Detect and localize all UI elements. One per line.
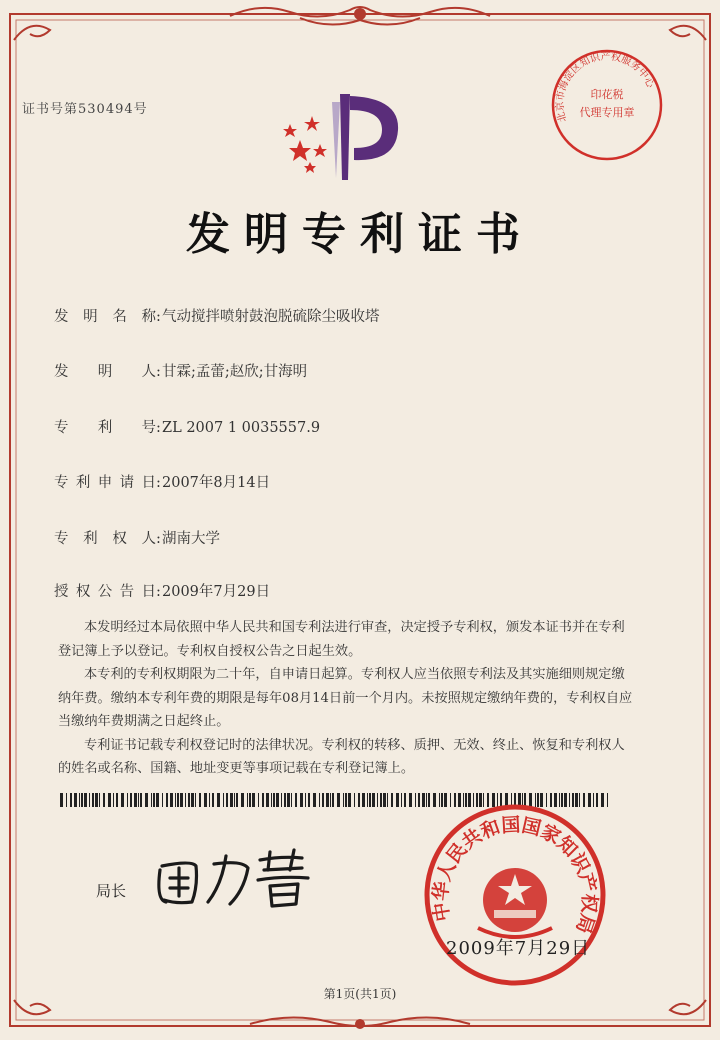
barcode-bar xyxy=(387,793,388,807)
stamp-big-text: 中华人民共和国国家知识产权局 xyxy=(429,814,601,937)
stamp-small-top: 印花税 xyxy=(590,88,624,101)
barcode-bar xyxy=(343,793,344,807)
stamp-small-text: 北京市海淀区知识产权服务中心 xyxy=(554,51,656,124)
barcode-bar xyxy=(345,793,347,807)
page-indicator: 第1页(共1页) xyxy=(323,987,397,1001)
barcode-bar xyxy=(103,793,105,807)
field-label: 专利权人 xyxy=(54,531,156,547)
field-value: 湖南大学 xyxy=(162,531,220,547)
certificate-body xyxy=(58,616,636,781)
barcode-bar xyxy=(308,793,310,807)
barcode-bar xyxy=(330,793,331,807)
barcode-bar xyxy=(305,793,306,807)
barcode-bar xyxy=(396,793,399,807)
barcode-bar xyxy=(180,793,183,807)
barcode-bar xyxy=(66,793,67,807)
barcode-bar xyxy=(130,793,132,807)
field-value: 气动搅拌喷射鼓泡脱硫除尘吸收塔 xyxy=(162,309,380,325)
barcode-bar xyxy=(185,793,186,807)
barcode-bar xyxy=(195,793,196,807)
barcode-bar xyxy=(415,793,416,807)
field-value: ZL 2007 1 0035557.9 xyxy=(162,420,321,436)
barcode-bar xyxy=(138,793,139,807)
barcode-bar xyxy=(401,793,402,807)
field-application-date: 专利申请日:2007年8月14日 xyxy=(54,471,270,492)
barcode-bar xyxy=(121,793,124,807)
barcode-bar xyxy=(153,793,155,807)
barcode-bar xyxy=(266,793,269,807)
body-paragraph: 本专利的专利权期限为二十年，自申请日起算。专利权人应当依照专利法及其实施细则规定缴纳年费。缴纳本专利年费的期限是每年08月14日前一个月内。未按照规定缴纳年费的，专利权自应当缴纳年费期满之日起终止。 xyxy=(58,667,633,729)
barcode-bar xyxy=(188,793,190,807)
barcode-bar xyxy=(127,793,128,807)
field-label: 发明名称 xyxy=(54,309,156,325)
barcode-bar xyxy=(89,793,90,807)
barcode-bar xyxy=(273,793,275,807)
barcode-bar xyxy=(241,793,244,807)
barcode-bar xyxy=(281,793,282,807)
barcode-bar xyxy=(199,793,201,807)
barcode-bar xyxy=(249,793,251,807)
field-patentee: 专利权人:湖南大学 xyxy=(54,527,220,548)
barcode-bar xyxy=(367,793,368,807)
national-emblem-icon xyxy=(420,800,610,990)
barcode-bar xyxy=(70,793,72,807)
barcode-bar xyxy=(247,793,248,807)
barcode-bar xyxy=(380,793,382,807)
barcode-bar xyxy=(271,793,272,807)
body-paragraph: 本发明经过本局依照中华人民共和国专利法进行审查，决定授予专利权，颁发本证书并在专利登记簿上予以登记。专利权自授权公告之日起生效。 xyxy=(58,620,625,659)
barcode-bar xyxy=(175,793,176,807)
barcode-bar xyxy=(217,793,220,807)
barcode-bar xyxy=(300,793,303,807)
barcode-bar xyxy=(391,793,393,807)
barcode-bar xyxy=(170,793,173,807)
barcode-bar xyxy=(226,793,228,807)
agency-stamp-icon xyxy=(548,46,666,164)
barcode-bar xyxy=(262,793,264,807)
barcode-bar xyxy=(372,793,375,807)
barcode-bar xyxy=(348,793,351,807)
field-label: 专利号 xyxy=(54,420,156,436)
barcode-bar xyxy=(236,793,238,807)
barcode-bar xyxy=(92,793,94,807)
field-label: 专利申请日 xyxy=(54,475,156,491)
field-grant-date: 授权公告日:2009年7月29日 xyxy=(54,580,270,601)
barcode-bar xyxy=(358,793,360,807)
barcode-bar xyxy=(295,793,297,807)
barcode-bar xyxy=(287,793,290,807)
barcode-bar xyxy=(409,793,412,807)
barcode-bar xyxy=(234,793,235,807)
barcode-bar xyxy=(209,793,210,807)
barcode-bar xyxy=(377,793,378,807)
sipo-emblem-icon xyxy=(270,88,420,188)
field-value: 甘霖;孟蕾;赵欣;甘海明 xyxy=(162,364,308,380)
barcode-bar xyxy=(134,793,137,807)
barcode-bar xyxy=(230,793,233,807)
barcode-bar xyxy=(252,793,255,807)
certificate-number: 证书号第530494号 xyxy=(22,102,148,117)
barcode-bar xyxy=(319,793,320,807)
field-label: 授权公告日 xyxy=(54,584,156,600)
barcode-bar xyxy=(404,793,406,807)
barcode-bar xyxy=(74,793,77,807)
barcode-bar xyxy=(326,793,329,807)
barcode-bar xyxy=(322,793,324,807)
director-label: 局长 xyxy=(96,882,127,900)
barcode-bar xyxy=(95,793,98,807)
field-inventors: 发明人:甘霖;孟蕾;赵欣;甘海明 xyxy=(54,360,307,381)
barcode-bar xyxy=(108,793,111,807)
field-label: 发明人 xyxy=(54,364,156,380)
barcode-bar xyxy=(369,793,371,807)
barcode-bar xyxy=(313,793,316,807)
barcode-bar xyxy=(337,793,340,807)
barcode-bar xyxy=(276,793,279,807)
body-paragraph: 专利证书记载专利权登记时的法律状况。专利权的转移、质押、无效、终止、恢复和专利权人的姓名或名称、国籍、地址变更等事项记载在专利登记簿上。 xyxy=(58,737,625,776)
barcode-bar xyxy=(204,793,207,807)
barcode-bar xyxy=(177,793,179,807)
page-title: 发明专利证书 xyxy=(186,209,534,260)
barcode-bar xyxy=(84,793,87,807)
barcode-bar xyxy=(116,793,118,807)
field-value: 2009年7月29日 xyxy=(162,584,271,600)
barcode-bar xyxy=(284,793,286,807)
barcode-bar xyxy=(145,793,148,807)
barcode-bar xyxy=(223,793,224,807)
field-value: 2007年8月14日 xyxy=(162,475,271,491)
barcode-bar xyxy=(79,793,80,807)
barcode-bar xyxy=(362,793,365,807)
barcode-bar xyxy=(140,793,142,807)
barcode-bar xyxy=(191,793,194,807)
barcode-bar xyxy=(383,793,386,807)
barcode-bar xyxy=(156,793,159,807)
barcode-bar xyxy=(332,793,334,807)
barcode-bar xyxy=(212,793,214,807)
barcode-bar xyxy=(354,793,355,807)
barcode-bar xyxy=(151,793,152,807)
barcode-bar xyxy=(113,793,114,807)
barcode-bar xyxy=(162,793,163,807)
issue-date: 2009年7月29日 xyxy=(446,938,591,959)
field-patent-number: 专利号:ZL 2007 1 0035557.9 xyxy=(54,416,320,437)
barcode-bar xyxy=(60,793,63,807)
director-signature xyxy=(152,840,322,910)
barcode-bar xyxy=(166,793,168,807)
barcode-bar xyxy=(99,793,100,807)
field-invention-name: 发明名称:气动搅拌喷射鼓泡脱硫除尘吸收塔 xyxy=(54,305,380,326)
barcode-bar xyxy=(291,793,292,807)
barcode-bar xyxy=(258,793,259,807)
stamp-small-inner: 代理专用章 xyxy=(579,106,635,119)
barcode-bar xyxy=(81,793,83,807)
